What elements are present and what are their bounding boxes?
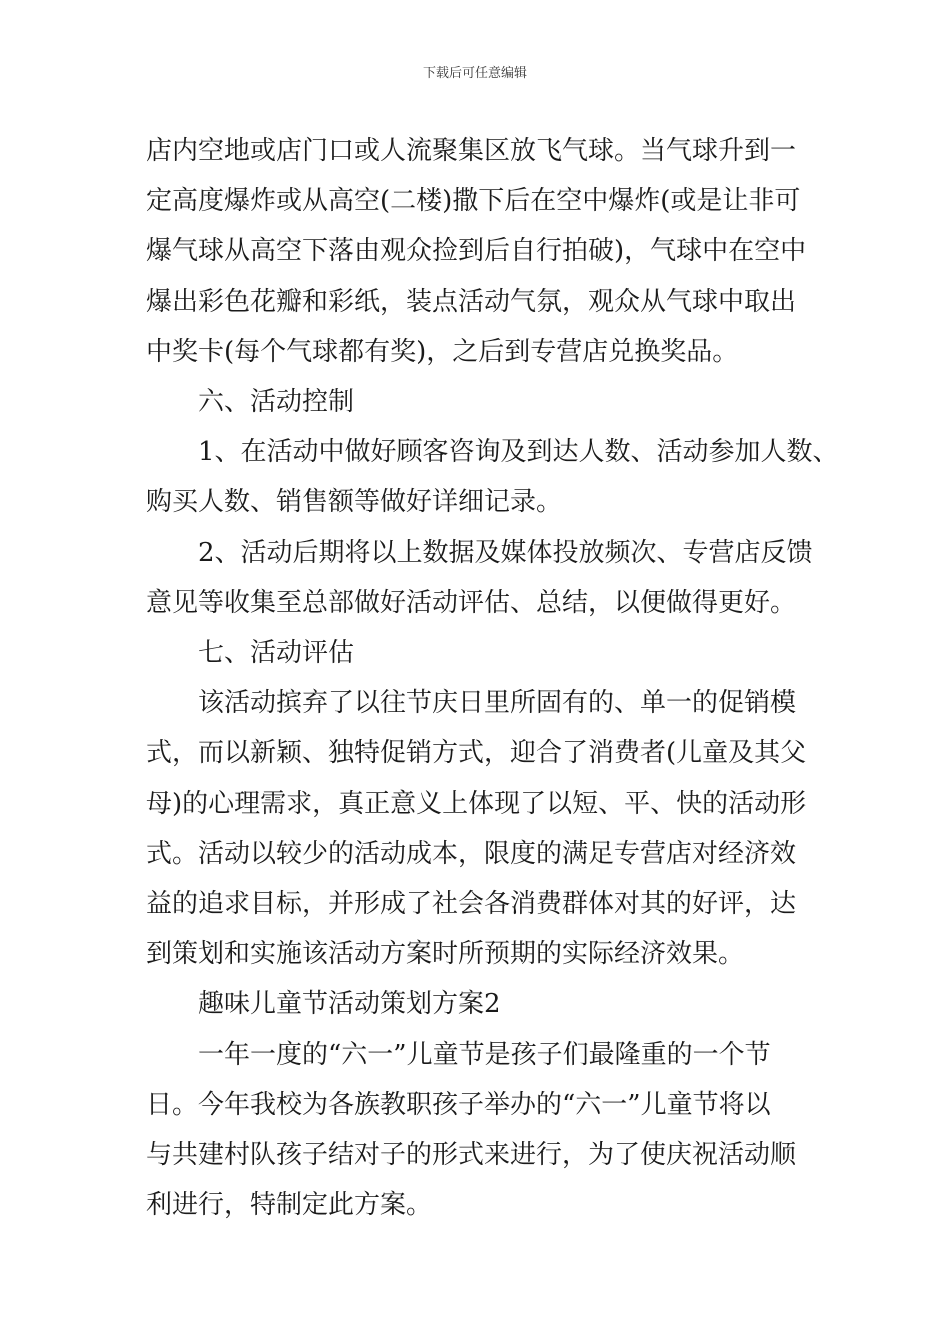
text-line: 益的追求目标，并形成了社会各消费群体对其的好评，达 <box>146 889 797 920</box>
section-heading: 六、活动控制 <box>198 387 355 418</box>
paragraph-plan-2-intro <box>146 1030 826 1231</box>
text-line: 到策划和实施该活动方案时所预期的实际经济效果。 <box>146 939 745 970</box>
document-body <box>146 126 839 1230</box>
text-line: 日。今年我校为各族教职孩子举办的“六一”儿童节将以 <box>146 1089 771 1120</box>
text-line: 意见等收集至总部做好活动评估、总结，以便做得更好。 <box>146 587 797 618</box>
text-line: 2、活动后期将以上数据及媒体投放频次、专营店反馈 <box>198 537 813 568</box>
section-heading: 趣味儿童节活动策划方案2 <box>198 989 501 1020</box>
text-line: 购买人数、销售额等做好详细记录。 <box>146 487 563 518</box>
text-line: 式。活动以较少的活动成本，限度的满足专营店对经济效 <box>146 838 797 869</box>
text-line: 一年一度的“六一”儿童节是孩子们最隆重的一个节 <box>198 1039 771 1070</box>
text-line: 母)的心理需求，真正意义上体现了以短、平、快的活动形 <box>146 788 807 819</box>
text-line: 1、在活动中做好顾客咨询及到达人数、活动参加人数、 <box>198 437 839 468</box>
section-heading-activity-evaluation <box>146 628 826 678</box>
text-line: 爆气球从高空下落由观众捡到后自行拍破)，气球中在空中 <box>146 236 807 267</box>
paragraph-control-item-2 <box>146 528 826 628</box>
text-line: 利进行，特制定此方案。 <box>146 1190 433 1221</box>
section-heading-activity-control <box>146 377 826 427</box>
text-line: 该活动摈弃了以往节庆日里所固有的、单一的促销模 <box>198 688 797 719</box>
paragraph-evaluation <box>146 678 826 979</box>
text-line: 定高度爆炸或从高空(二楼)撒下后在空中爆炸(或是让非可 <box>146 186 801 217</box>
text-line: 爆出彩色花瓣和彩纸，装点活动气氛，观众从气球中取出 <box>146 286 797 317</box>
text-line: 中奖卡(每个气球都有奖)，之后到专营店兑换奖品。 <box>146 336 739 367</box>
paragraph-balloon-activity <box>146 126 826 377</box>
section-heading: 七、活动评估 <box>198 638 355 669</box>
page-header-note: 下载后可任意编辑 <box>422 66 527 81</box>
text-line: 与共建村队孩子结对子的形式来进行，为了使庆祝活动顺 <box>146 1140 797 1171</box>
text-line: 店内空地或店门口或人流聚集区放飞气球。当气球升到一 <box>146 136 797 166</box>
section-heading-plan-2 <box>146 979 826 1029</box>
text-line: 式，而以新颖、独特促销方式，迎合了消费者(儿童及其父 <box>146 738 807 769</box>
paragraph-control-item-1 <box>146 427 839 527</box>
